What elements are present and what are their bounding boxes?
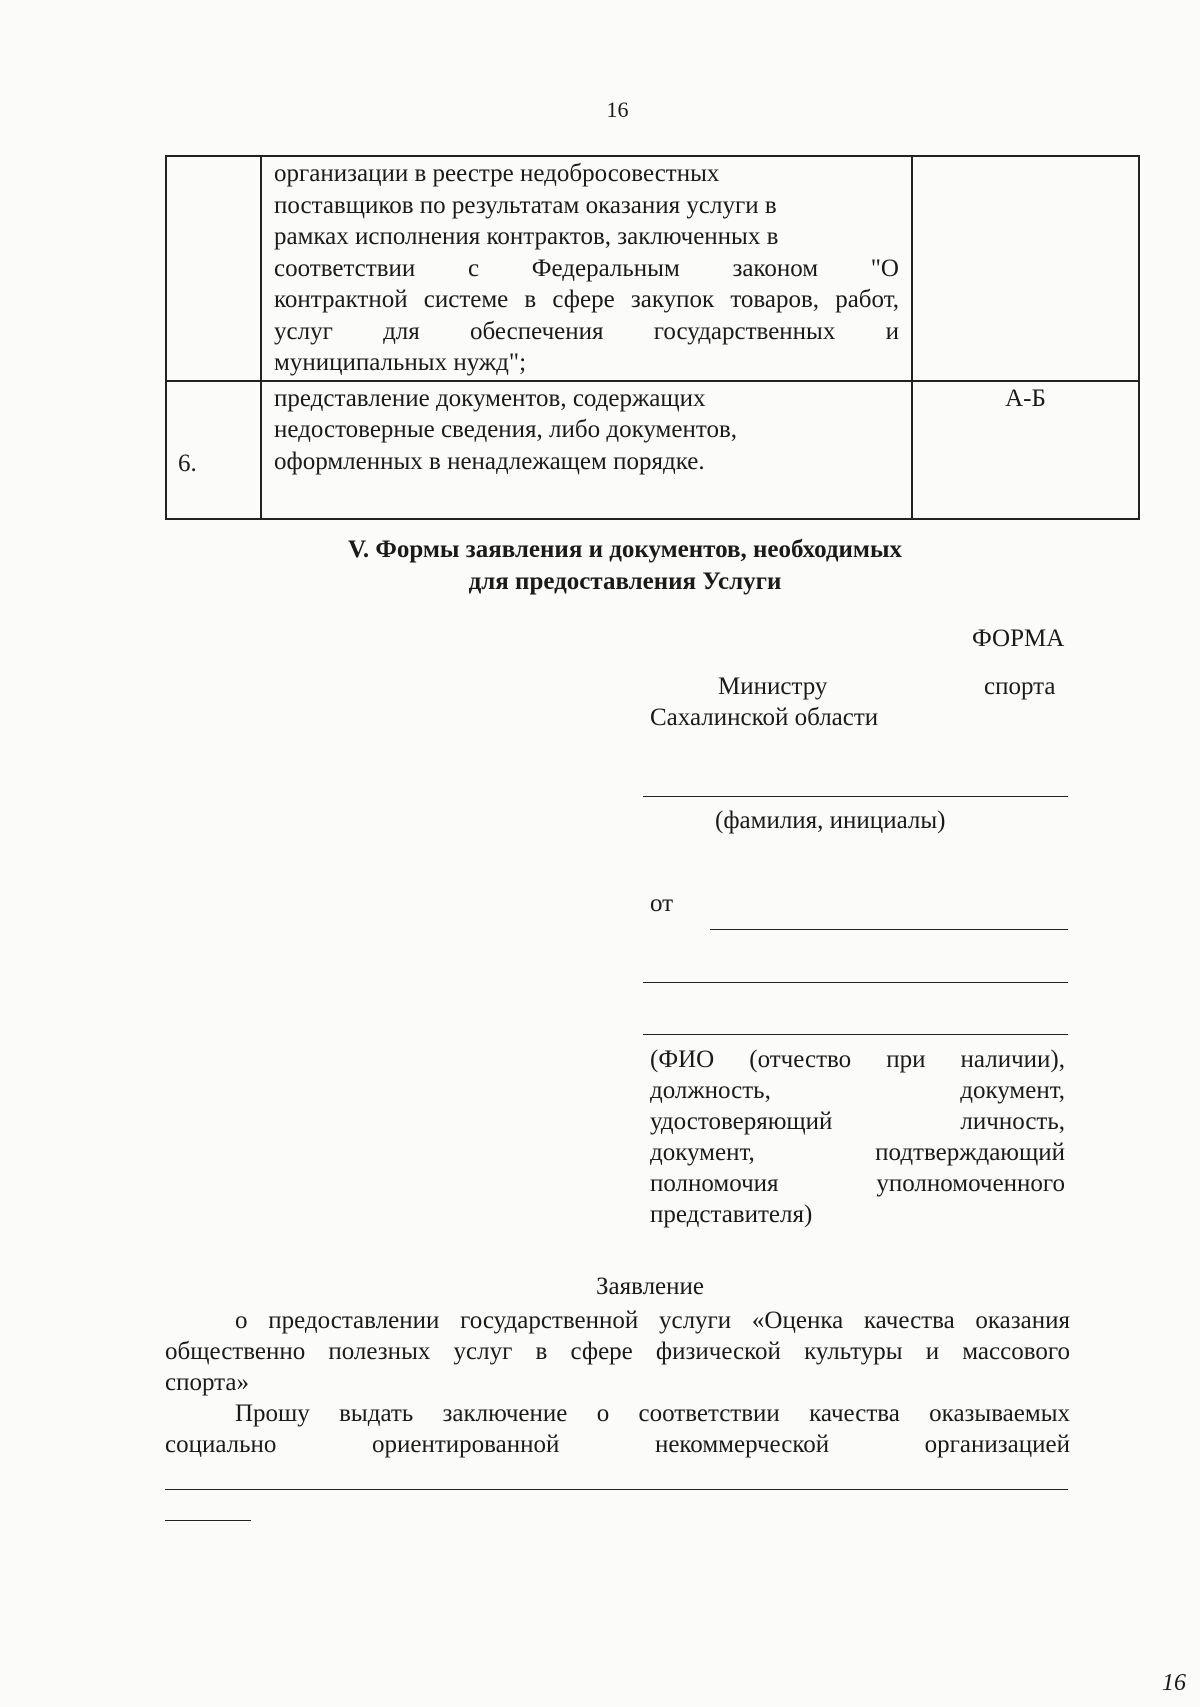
addressee-word: спорта (984, 673, 1056, 700)
fio-caption-line: документ, подтверждающий (650, 1139, 1065, 1166)
section-title (160, 534, 1090, 598)
statement-line: спорта» (165, 1369, 249, 1396)
fio-caption (650, 1044, 1065, 1230)
table-row (166, 156, 1139, 381)
table-cell-text (261, 381, 912, 519)
section-title-line: для предоставления Услуги (468, 568, 782, 595)
statement-subject (165, 1305, 1070, 1460)
table-cell-code (912, 156, 1139, 381)
fio-caption-line: должность, документ, (650, 1077, 1065, 1104)
statement-line: о предоставлении государственной услуги «Оценка качества оказания (235, 1307, 1070, 1334)
statement-line: социально ориентированной некоммерческой организацией (165, 1431, 1070, 1458)
table-text-line: недостоверные сведения, либо документов, (274, 416, 738, 443)
from-label: от (650, 890, 674, 917)
from-blank-line (643, 982, 1068, 983)
table-text-line: организации в реестре недобросовестных (274, 160, 720, 187)
table-text-line: оформленных в ненадлежащем порядке. (274, 447, 705, 475)
fio-caption-line: полномочия уполномоченного (650, 1170, 1065, 1197)
fio-caption-line: удостоверяющий личность, (650, 1108, 1065, 1135)
organization-blank-line-short (165, 1520, 251, 1521)
from-blank-line (643, 1034, 1068, 1035)
table-cell-text (261, 156, 912, 381)
table-text-line: муниципальных нужд"; (274, 349, 527, 376)
addressee-region: Сахалинской области (650, 704, 879, 731)
from-blank-line (710, 929, 1068, 930)
organization-blank-line (165, 1489, 1068, 1490)
fio-caption-line: представителя) (650, 1201, 813, 1228)
table-cell-number: 6. (166, 381, 261, 519)
table-text-line: услуг для обеспечения государственных и (274, 317, 899, 345)
table-text-line: контрактной системе в сфере закупок товаров, работ, (274, 286, 899, 313)
table-text-line: рамках исполнения контрактов, заключенных в (274, 223, 779, 250)
grounds-table (165, 155, 1140, 520)
addressee-word: Министру (718, 673, 828, 700)
corner-page-number: 16 (1162, 1670, 1186, 1696)
statement-title: Заявление (595, 1273, 705, 1300)
section-title-line: V. Формы заявления и документов, необходимых (348, 536, 902, 563)
statement-line: общественно полезных услуг в сфере физической культуры и массового (165, 1338, 1070, 1365)
name-caption: (фамилия, инициалы) (715, 807, 946, 834)
table-row (166, 381, 1139, 519)
name-blank-line (643, 796, 1068, 797)
fio-caption-line: (ФИО (отчество при наличии), (650, 1046, 1065, 1073)
page-number: 16 (606, 97, 629, 122)
table-cell-code: А-Б (912, 381, 1139, 519)
table-text-line: представление документов, содержащих (274, 384, 706, 412)
table-text-line: поставщиков по результатам оказания услуги в (274, 191, 777, 219)
form-label: ФОРМА (972, 625, 1065, 652)
table-text-line: соответствии с Федеральным законом "О (274, 254, 899, 282)
statement-line: Прошу выдать заключение о соответствии качества оказываемых (235, 1400, 1070, 1427)
table-cell-number (166, 156, 261, 381)
